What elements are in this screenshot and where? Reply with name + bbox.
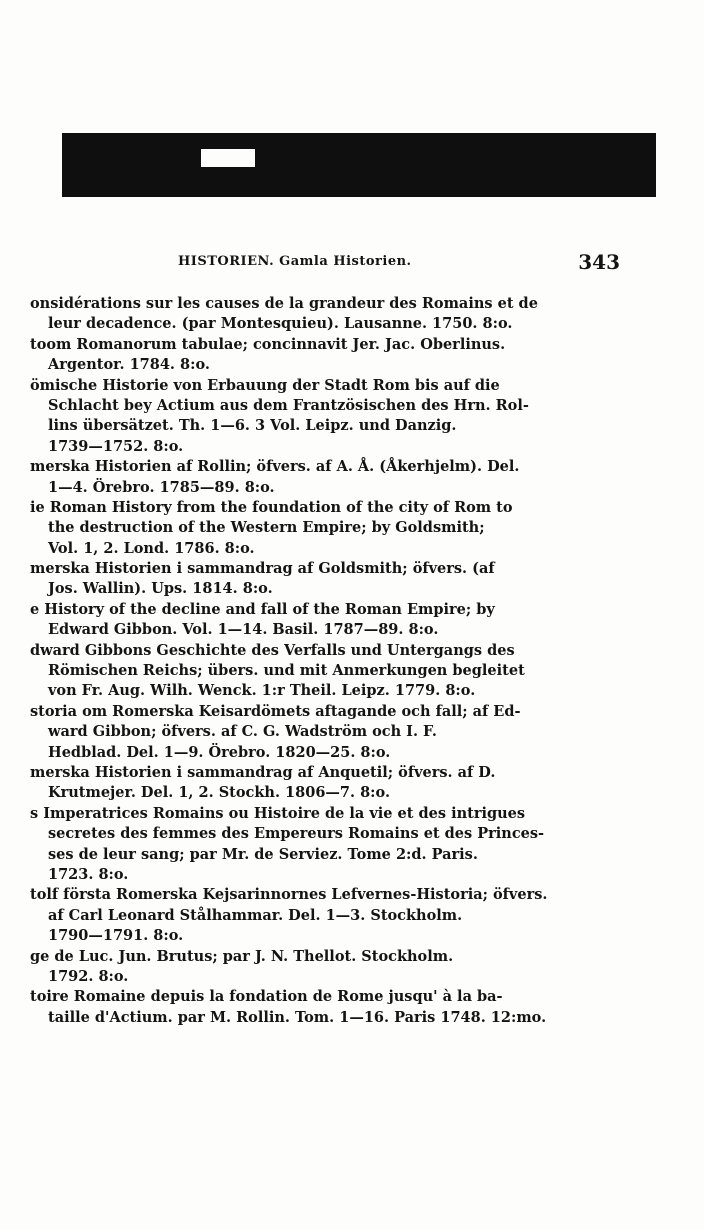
entry-first-line: toom Romanorum tabulae; concinnavit Jer. Jac. Oberlinus. bbox=[30, 335, 506, 353]
bibliography-entry bbox=[30, 641, 630, 702]
entry-continuation-line: Vol. 1, 2. Lond. 1786. 8:o. bbox=[48, 539, 255, 557]
band-white-tab bbox=[201, 149, 255, 167]
running-title: HISTORIEN. Gamla Historien. bbox=[178, 254, 412, 269]
entry-continuation-line: Jos. Wallin). Ups. 1814. 8:o. bbox=[48, 580, 273, 598]
entry-first-line: dward Gibbons Geschichte des Verfalls und Untergangs des bbox=[30, 641, 515, 659]
entry-continuation-line: ses de leur sang; par Mr. de Serviez. Tome 2:d. Paris. bbox=[48, 845, 478, 863]
bibliography-entry bbox=[30, 885, 630, 946]
entry-first-line: merska Historien i sammandrag af Anquetil; öfvers. af D. bbox=[30, 763, 496, 781]
entry-continuation-line: ward Gibbon; öfvers. af C. G. Wadström och I. F. bbox=[48, 723, 437, 741]
page-number: 343 bbox=[578, 250, 620, 274]
bibliography-entry bbox=[30, 559, 630, 600]
entry-continuation-line: Schlacht bey Actium aus dem Frantzösischen des Hrn. Rol- bbox=[48, 396, 529, 414]
entry-continuation-line: lins übersätzet. Th. 1—6. 3 Vol. Leipz. und Danzig. bbox=[48, 417, 457, 435]
entry-continuation-line: von Fr. Aug. Wilh. Wenck. 1:r Theil. Leipz. 1779. 8:o. bbox=[48, 682, 476, 700]
entry-continuation-line: Römischen Reichs; übers. und mit Anmerkungen begleitet bbox=[48, 662, 525, 680]
entry-first-line: onsidérations sur les causes de la grandeur des Romains et de bbox=[30, 295, 538, 312]
bibliography-entry bbox=[30, 702, 630, 763]
bibliography-entry bbox=[30, 294, 630, 335]
entry-continuation-line: Edward Gibbon. Vol. 1—14. Basil. 1787—89. 8:o. bbox=[48, 621, 439, 639]
entry-continuation-line: 1—4. Örebro. 1785—89. 8:o. bbox=[48, 478, 275, 496]
entry-first-line: tolf första Romerska Kejsarinnornes Lefvernes-Historia; öfvers. bbox=[30, 886, 548, 904]
bibliography-entry bbox=[30, 804, 630, 886]
entry-continuation-line: 1723. 8:o. bbox=[48, 865, 129, 883]
entry-continuation-line: 1739—1752. 8:o. bbox=[48, 437, 184, 455]
entry-first-line: e History of the decline and fall of the Roman Empire; by bbox=[30, 600, 495, 618]
page-header bbox=[60, 250, 620, 280]
entry-continuation-line: the destruction of the Western Empire; by Goldsmith; bbox=[48, 519, 485, 537]
bibliography-entry bbox=[30, 498, 630, 559]
entry-continuation-line: Krutmejer. Del. 1, 2. Stockh. 1806—7. 8:o. bbox=[48, 784, 391, 802]
bibliography-entry bbox=[30, 947, 630, 988]
entry-continuation-line: leur decadence. (par Montesquieu). Lausanne. 1750. 8:o. bbox=[48, 315, 513, 333]
bibliography-entry bbox=[30, 335, 630, 376]
bibliography-entry bbox=[30, 600, 630, 641]
entry-continuation-line: taille d'Actium. par M. Rollin. Tom. 1—16. Paris 1748. 12:mo. bbox=[48, 1008, 547, 1026]
black-header-band bbox=[62, 133, 656, 197]
entry-first-line: merska Historien af Rollin; öfvers. af A. Å. (Åkerhjelm). Del. bbox=[30, 458, 520, 476]
entry-continuation-line: secretes des femmes des Empereurs Romains et des Princes- bbox=[48, 825, 545, 843]
entry-first-line: merska Historien i sammandrag af Goldsmith; öfvers. (af bbox=[30, 560, 495, 578]
entry-continuation-line: Argentor. 1784. 8:o. bbox=[48, 356, 210, 374]
entry-continuation-line: Hedblad. Del. 1—9. Örebro. 1820—25. 8:o. bbox=[48, 743, 391, 761]
entry-first-line: toire Romaine depuis la fondation de Rome jusqu' à la ba- bbox=[30, 988, 503, 1006]
bibliography-list bbox=[30, 294, 630, 1028]
entry-continuation-line: 1792. 8:o. bbox=[48, 967, 129, 985]
entry-first-line: ge de Luc. Jun. Brutus; par J. N. Thellot. Stockholm. bbox=[30, 947, 454, 965]
entry-first-line: s Imperatrices Romains ou Histoire de la vie et des intrigues bbox=[30, 804, 526, 822]
entry-first-line: ie Roman History from the foundation of the city of Rom to bbox=[30, 498, 513, 516]
entry-continuation-line: 1790—1791. 8:o. bbox=[48, 927, 184, 945]
bibliography-entry bbox=[30, 987, 630, 1028]
entry-first-line: storia om Romerska Keisardömets aftagande och fall; af Ed- bbox=[30, 702, 521, 720]
entry-continuation-line: af Carl Leonard Stålhammar. Del. 1—3. Stockholm. bbox=[48, 906, 463, 924]
bibliography-entry bbox=[30, 763, 630, 804]
bibliography-entry bbox=[30, 457, 630, 498]
entry-first-line: ömische Historie von Erbauung der Stadt Rom bis auf die bbox=[30, 376, 500, 394]
bibliography-entry bbox=[30, 376, 630, 458]
